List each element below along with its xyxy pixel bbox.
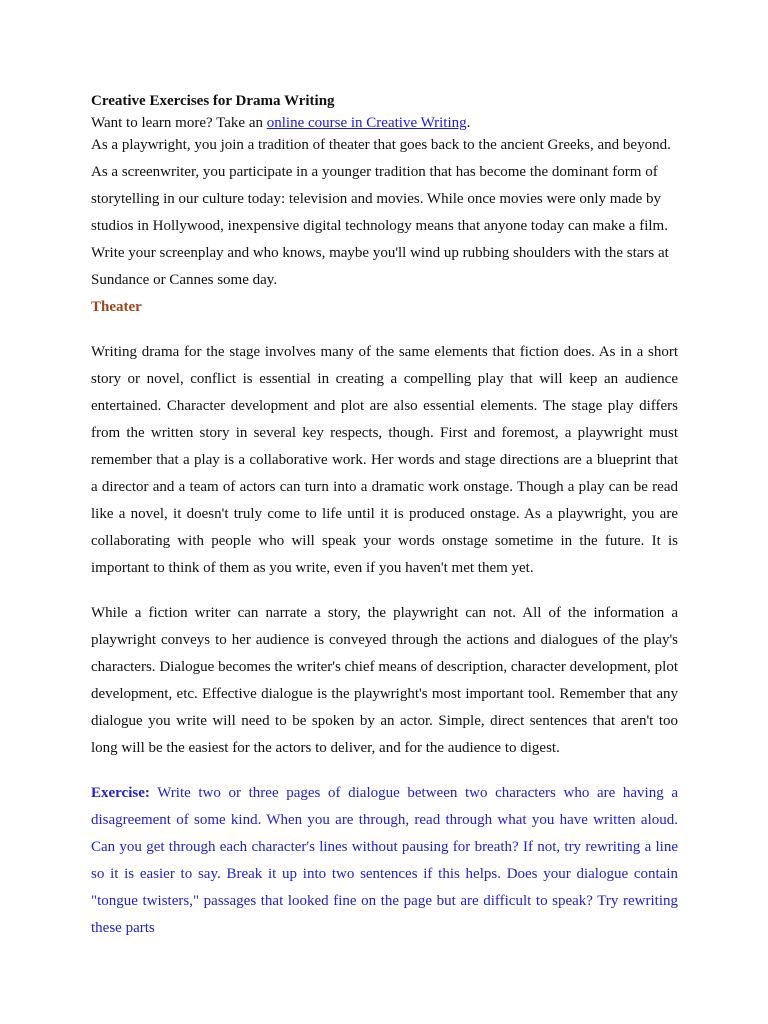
- exercise-label: Exercise:: [91, 785, 150, 801]
- promo-prefix: Want to learn more? Take an: [91, 115, 267, 131]
- theater-paragraph-1: Writing drama for the stage involves many of the same elements that fiction does. As in a short story or novel, conflict is essential in creating a compelling play that will keep an audience entertained. Character development and plot are also essential elements. The stage play differs from the written story in several key respects, though. First and foremost, a playwright must remember that a play is a collaborative work. Her words and stage directions are a blueprint that a director and a team of actors can turn into a dramatic work onstage. Though a play can be read like a novel, it doesn't truly come to life until it is produced onstage. As a playwright, you are collaborating with people who will speak your words onstage sometime in the future. It is important to think of them as you write, even if you haven't met them yet.: [91, 344, 678, 576]
- exercise-paragraph: [91, 780, 678, 942]
- theater-paragraph-2: While a fiction writer can narrate a story, the playwright can not. All of the information a playwright conveys to her audience is conveyed through the actions and dialogues of the play's characters. Dialogue becomes the writer's chief means of description, character development, plot development, etc. Effective dialogue is the playwright's most important tool. Remember that any dialogue you write will need to be spoken by an actor. Simple, direct sentences that aren't too long will be the easiest for the actors to deliver, and for the audience to digest.: [91, 605, 678, 756]
- promo-line: [91, 114, 678, 132]
- creative-writing-course-link[interactable]: online course in Creative Writing: [266, 115, 467, 131]
- exercise-text: Write two or three pages of dialogue between two characters who are having a disagreement of some kind. When you are through, read through what you have written aloud. Can you get through each character's lines without pausing for breath? If not, try rewriting a line so it is easier to say. Break it up into two sentences if this helps. Does your dialogue contain "tongue twisters," passages that looked fine on the page but are difficult to speak? Try rewriting these parts: [91, 785, 678, 936]
- document-page: [91, 88, 678, 942]
- section-heading-theater: Theater: [91, 299, 142, 315]
- intro-paragraph: As a playwright, you join a tradition of theater that goes back to the ancient Greeks, and beyond. As a screenwriter, you participate in a younger tradition that has become the dominant form of storytelling in our culture today: television and movies. While once movies were only made by studios in Hollywood, inexpensive digital technology means that anyone today can make a film. Write your screenplay and who knows, maybe you'll wind up rubbing shoulders with the stars at Sundance or Cannes some day.: [91, 137, 671, 288]
- promo-suffix: .: [466, 115, 471, 131]
- document-title: Creative Exercises for Drama Writing: [91, 93, 335, 109]
